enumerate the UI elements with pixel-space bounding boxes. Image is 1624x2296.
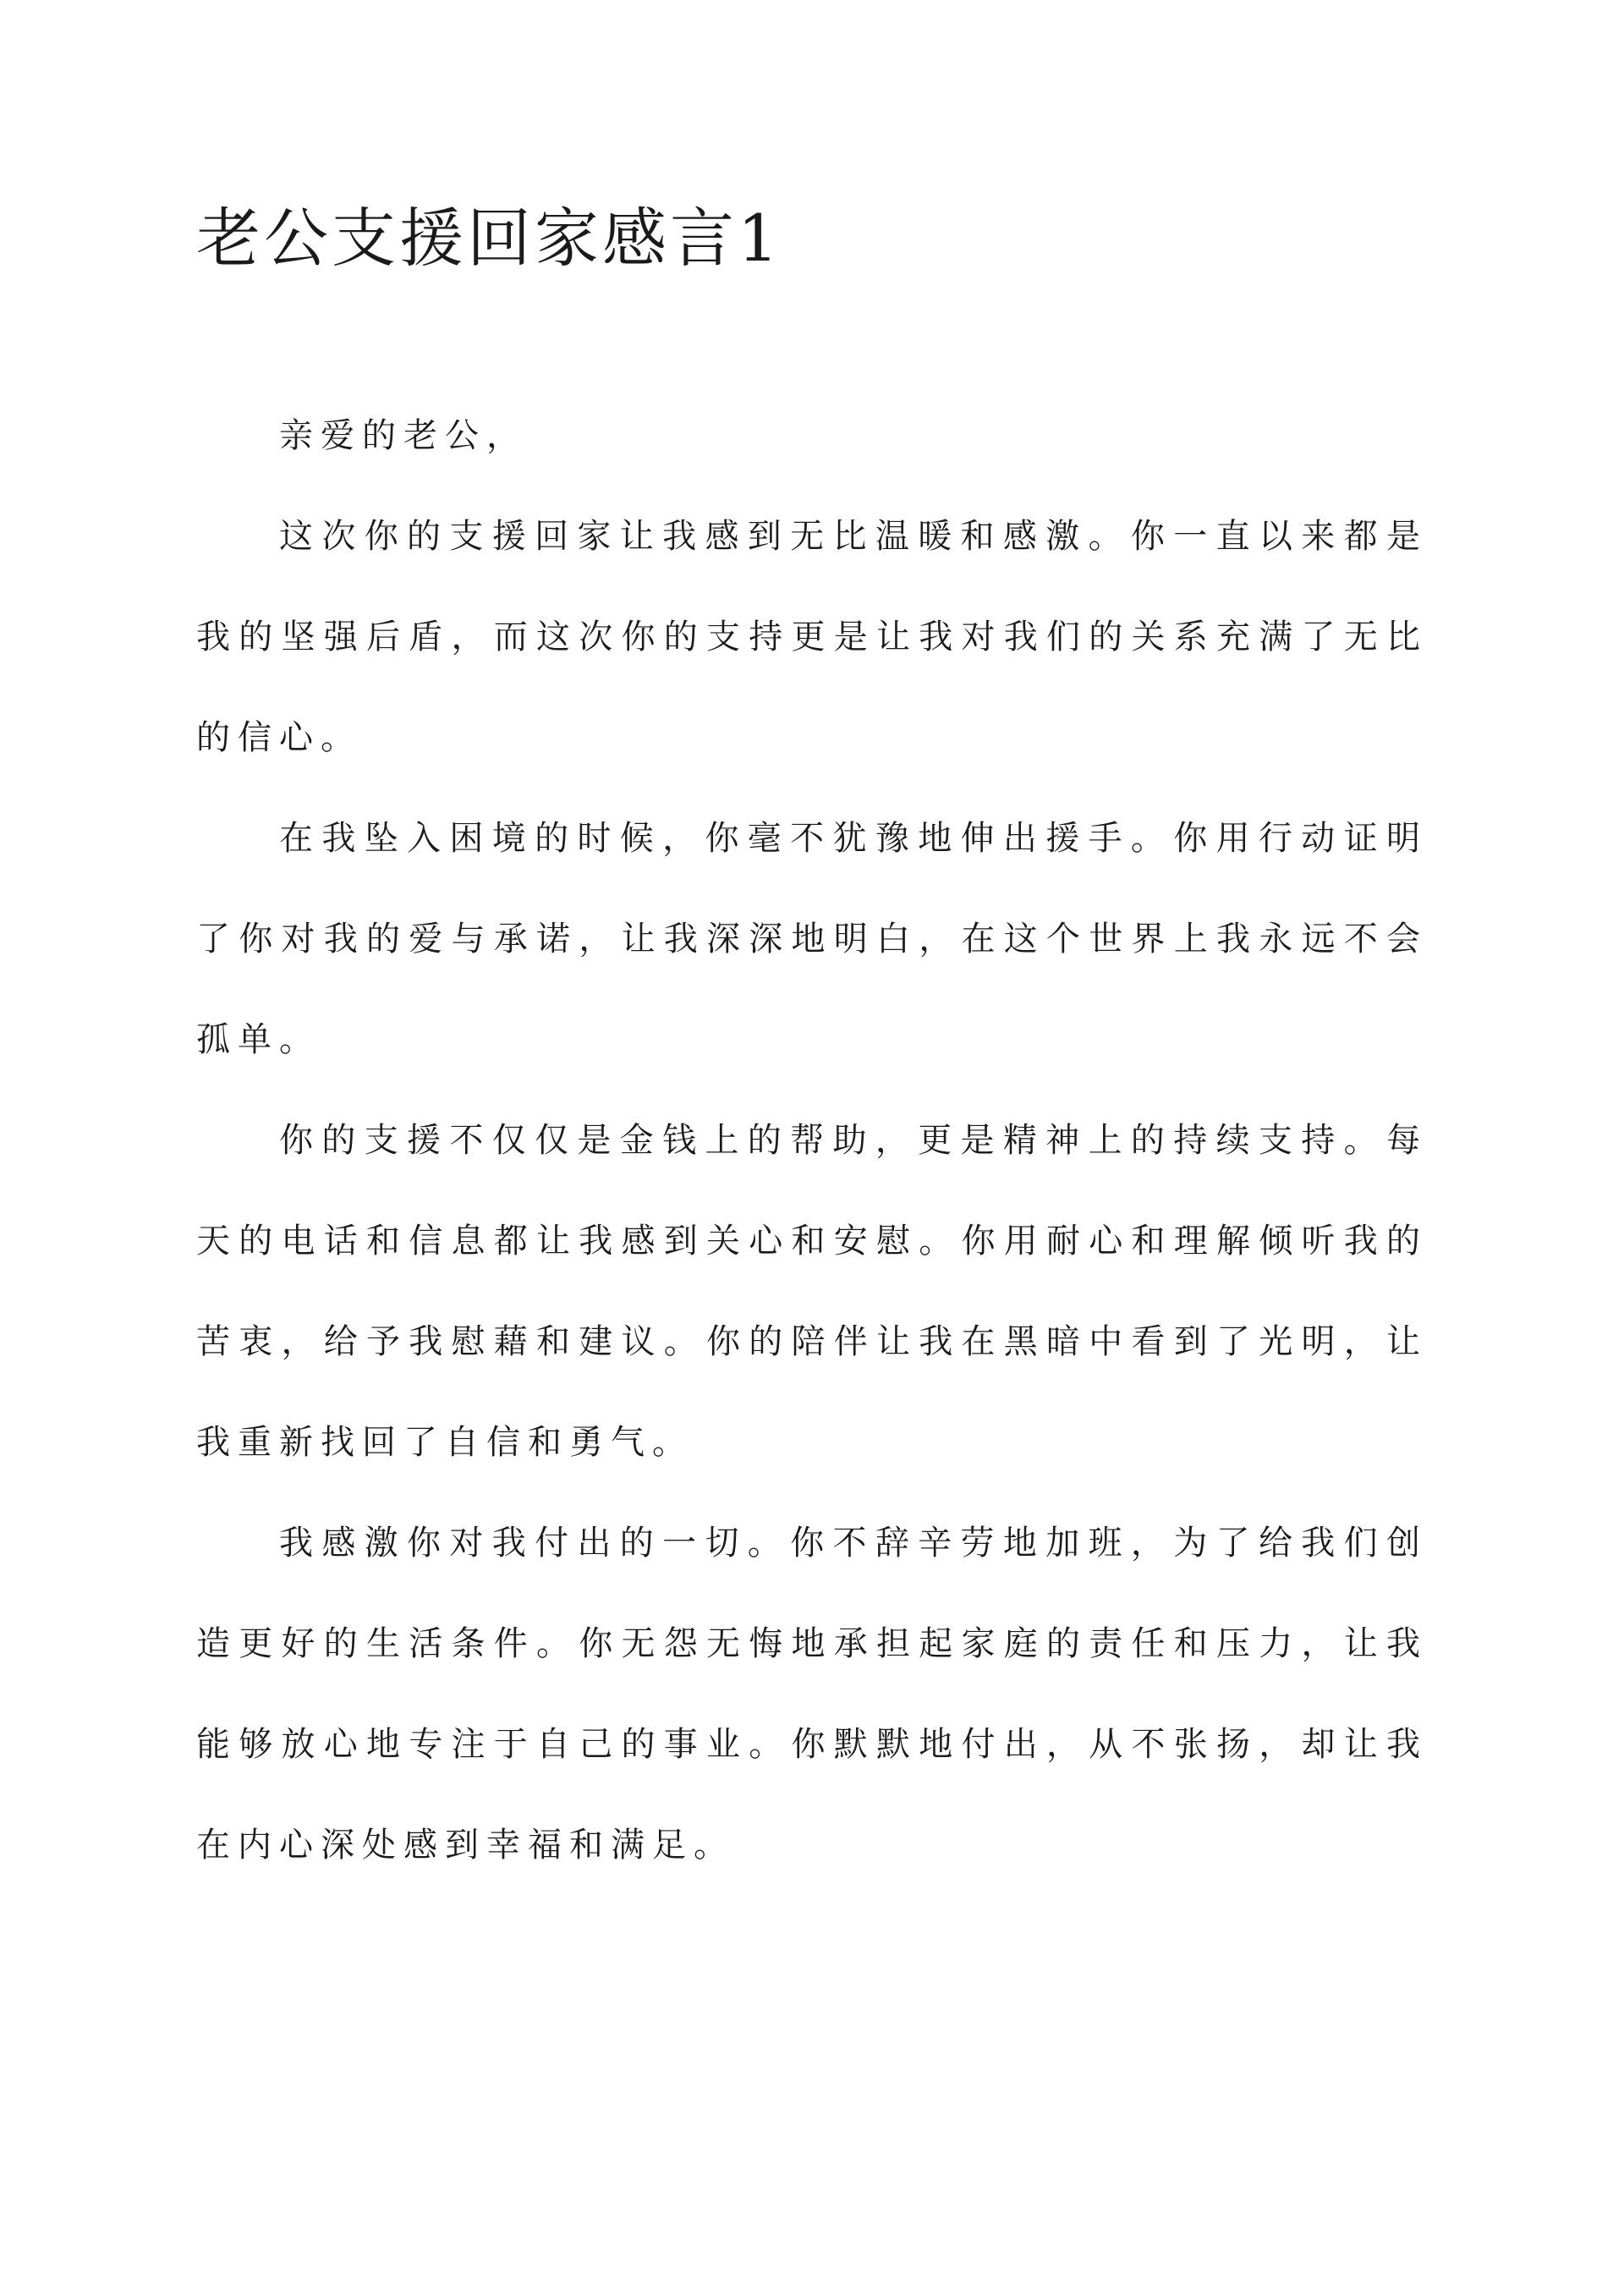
document-title: 老公支援回家感言1 [196, 200, 782, 276]
document-body [196, 386, 1428, 1896]
salutation: 亲爱的老公， [279, 416, 528, 455]
paragraph-1: 这次你的支援回家让我感到无比温暖和感激。你一直以来都是我的坚强后盾，而这次你的支持更是让我对我们的关系充满了无比的信心。 [196, 517, 1428, 757]
paragraph-4: 我感激你对我付出的一切。你不辞辛劳地加班，为了给我们创造更好的生活条件。你无怨无悔地承担起家庭的责任和压力，让我能够放心地专注于自己的事业。你默默地付出，从不张扬，却让我在内心深处感到幸福和满足。 [196, 1524, 1428, 1865]
paragraph-2: 在我坠入困境的时候，你毫不犹豫地伸出援手。你用行动证明了你对我的爱与承诺，让我深深地明白，在这个世界上我永远不会孤单。 [196, 819, 1428, 1059]
paragraph-3: 你的支援不仅仅是金钱上的帮助，更是精神上的持续支持。每天的电话和信息都让我感到关心和安慰。你用耐心和理解倾听我的苦衷，给予我慰藉和建议。你的陪伴让我在黑暗中看到了光明，让我重新找回了自信和勇气。 [196, 1121, 1428, 1462]
